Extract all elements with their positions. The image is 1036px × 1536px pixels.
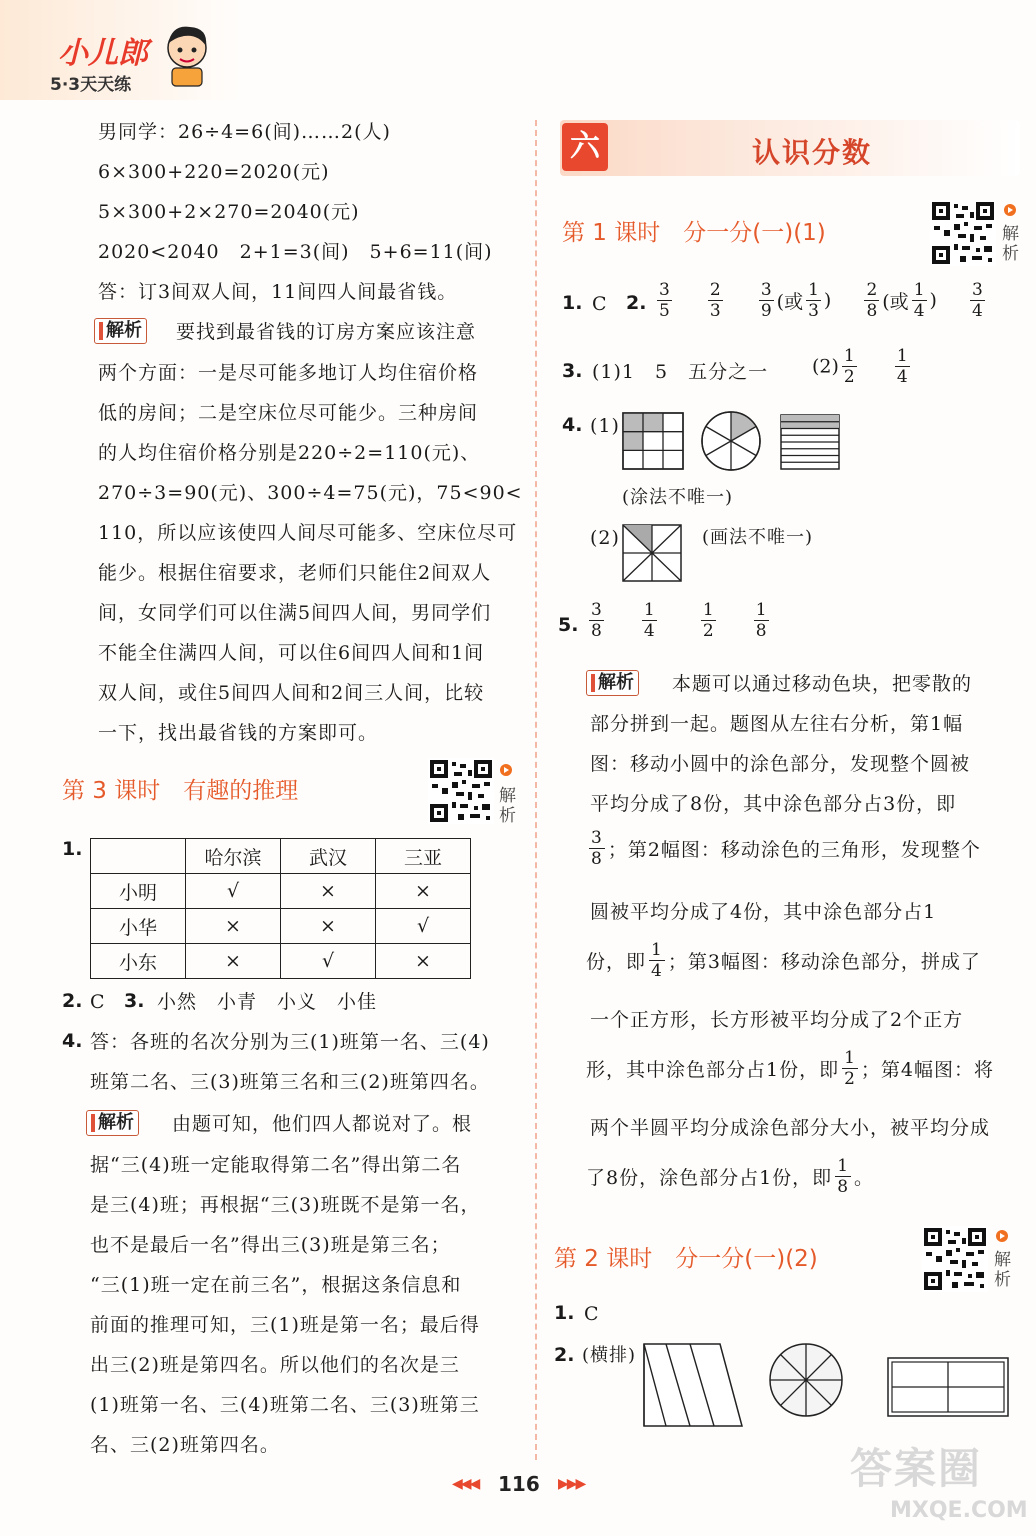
analysis-line: 一个正方形，长方形被平均分成了2个正方 (590, 1009, 964, 1031)
fraction: $\frac{2}{3}$ (709, 280, 721, 321)
analysis-line: 是三(4)班；再根据“三(3)班既不是第一名， (90, 1194, 481, 1216)
analysis-line: 出三(2)班是第四名。所以他们的名次是三 (90, 1354, 460, 1376)
analysis-tag: 解析 (94, 318, 147, 344)
answer-text: 小然 小青 小义 小佳 (157, 991, 378, 1013)
table-row (91, 909, 471, 944)
jiexi-label: 解析 (1002, 224, 1019, 264)
sub-label: (2) (590, 527, 620, 549)
question-number: 3. (562, 360, 583, 382)
analysis-line: “三(1)班一定在前三名”，根据这条信息和 (90, 1274, 462, 1296)
alt-suffix: ) (823, 289, 832, 312)
answer-line: 答：各班的名次分别为三(1)班第一名、三(4) (90, 1031, 490, 1053)
answer-text: (横排) (582, 1345, 637, 1366)
logo-subtitle: 5·3天天练 (50, 75, 132, 95)
table-row (91, 874, 471, 909)
fraction: $\frac{1}{2}$ (702, 600, 714, 641)
alt-prefix: (或 (882, 291, 909, 313)
qr-code-icon[interactable] (922, 1226, 988, 1292)
q2-fractions (654, 280, 988, 321)
analysis-text: 。 (854, 1167, 875, 1189)
table-header: 三亚 (376, 839, 471, 874)
table-cell: 小东 (91, 944, 186, 979)
rectangle-divided-figure (886, 1356, 1010, 1418)
analysis-line: 本题可以通过移动色块，把零散的 (672, 673, 973, 695)
analysis-line: 图：移动小圆中的涂色部分，发现整个圆被 (590, 753, 971, 775)
table-cell: √ (186, 874, 281, 909)
question-number: 4. (562, 414, 583, 436)
unit-badge: 六 (562, 123, 608, 171)
question-number: 5. (558, 614, 579, 636)
answer-line: 班第二名、三(3)班第三名和三(2)班第四名。 (90, 1071, 490, 1093)
lesson-3-title: 第 3 课时 有趣的推理 (62, 778, 299, 804)
analysis-line: 由题可知，他们四人都说对了。根 (172, 1113, 473, 1135)
analysis-line: 双人间，或住5间四人间和2间三人间，比较 (98, 682, 485, 704)
grid-shaded-figure (622, 412, 684, 470)
analysis-line: 能少。根据住宿要求，老师们只能住2间双人 (98, 562, 492, 584)
watermark: 答案圈 (850, 1444, 983, 1493)
next-page-arrows-icon[interactable]: ▶▶▶ (558, 1476, 585, 1492)
text-line: 男同学：26÷4=6(间)……2(人) (98, 121, 391, 143)
analysis-text: ；第3幅图：移动涂色部分，拼成了 (667, 951, 981, 973)
fraction: $\frac{1}{8}$ (837, 1156, 850, 1197)
play-arrow-icon (996, 1230, 1008, 1242)
table-header-row (91, 839, 471, 874)
fraction: $\frac{1}{4}$ (913, 280, 925, 321)
question-number: 1. (562, 292, 583, 314)
fraction: $\frac{3}{4}$ (972, 280, 983, 321)
fraction: $\frac{3}{9}$ (760, 280, 772, 321)
question-number: 1. (554, 1302, 575, 1324)
lesson-1-title: 第 1 课时 分一分(一)(1) (562, 220, 826, 246)
stripes-shaded-figure (780, 414, 840, 470)
alt-prefix: (或 (776, 291, 804, 313)
analysis-line: 两个半圆平均分成涂色部分大小，被平均分成 (590, 1117, 991, 1139)
logo-title: 小儿郎 (58, 36, 148, 71)
fraction: $\frac{1}{2}$ (843, 346, 855, 387)
text-line: 6×300+220=2020(元) (98, 161, 330, 183)
analysis-line: 部分拼到一起。题图从左往右分析，第1幅 (590, 713, 964, 735)
analysis-line: 也不是最后一名”得出三(3)班是第三名； (90, 1234, 451, 1256)
q3-fractions (812, 346, 913, 387)
question-number: 2. (62, 990, 83, 1012)
table-header: 哈尔滨 (186, 839, 281, 874)
boy-mascot-icon (162, 22, 212, 88)
analysis-line: (1)班第一名、三(4)班第二名、三(3)班第三 (90, 1394, 480, 1416)
analysis-line (586, 828, 981, 869)
analysis-line: 平均分成了8份，其中涂色部分占3份，即 (590, 793, 957, 815)
column-divider (535, 120, 537, 1460)
fraction: $\frac{3}{5}$ (659, 280, 670, 321)
analysis-line: 名、三(2)班第四名。 (90, 1434, 280, 1456)
text-line: 2020<2040 2+1=3(间) 5+6=11(间) (98, 241, 493, 263)
analysis-line: 圆被平均分成了4份，其中涂色部分占1 (590, 901, 937, 923)
fraction: $\frac{2}{8}$ (866, 280, 878, 321)
qr-code-icon[interactable] (428, 758, 494, 824)
fraction: $\frac{1}{4}$ (643, 600, 655, 641)
table-cell: × (186, 909, 281, 944)
lesson-2-title: 第 2 课时 分一分(一)(2) (554, 1246, 818, 1272)
analysis-line: 要找到最省钱的订房方案应该注意 (176, 321, 477, 343)
table-cell: 小明 (91, 874, 186, 909)
fraction: $\frac{1}{4}$ (651, 940, 663, 981)
circle-shaded-figure (700, 410, 762, 472)
analysis-text: 份，即 (586, 951, 647, 973)
answer-text: C (584, 1303, 600, 1325)
prev-page-arrows-icon[interactable]: ◀◀◀ (452, 1476, 479, 1492)
answer-text: C (90, 991, 106, 1013)
question-number: 2. (626, 292, 647, 314)
table-cell: √ (376, 909, 471, 944)
analysis-line: 一下，找出最省钱的方案即可。 (98, 722, 379, 744)
analysis-text: 了8份，涂色部分占1份，即 (586, 1167, 833, 1189)
table-cell: √ (281, 944, 376, 979)
fraction: $\frac{1}{4}$ (896, 346, 908, 387)
analysis-line: 低的房间；二是空床位尽可能少。三种房间 (98, 402, 479, 424)
analysis-line: 据“三(4)班一定能取得第二名”得出第二名 (90, 1154, 462, 1176)
table-header: 武汉 (281, 839, 376, 874)
table-cell: × (281, 909, 376, 944)
sub-label: (1) (590, 415, 620, 437)
fraction: $\frac{3}{8}$ (591, 600, 602, 641)
analysis-text: ；第4幅图：将 (860, 1059, 995, 1081)
note-text: (画法不唯一) (702, 527, 814, 548)
table-cell: × (186, 944, 281, 979)
analysis-tag: 解析 (86, 1110, 139, 1136)
fraction: $\frac{1}{8}$ (755, 600, 767, 641)
fraction: $\frac{3}{8}$ (591, 828, 603, 869)
analysis-text: ；第2幅图：移动涂色的三角形，发现整个 (607, 839, 981, 861)
answer-text: C (592, 293, 608, 315)
analysis-line (586, 1048, 994, 1089)
table-corner-cell (91, 839, 186, 874)
jiexi-label: 解析 (994, 1250, 1011, 1290)
play-arrow-icon (1004, 204, 1016, 216)
square-divided-figure (622, 524, 682, 582)
parallelogram-divided-figure (640, 1340, 746, 1430)
table-cell: 小华 (91, 909, 186, 944)
question-number: 3. (124, 990, 145, 1012)
question-number: 2. (554, 1344, 575, 1366)
analysis-line: 270÷3=90(元)、300÷4=75(元)，75<90< (98, 482, 523, 504)
play-arrow-icon (500, 764, 512, 776)
qr-code-icon[interactable] (930, 200, 996, 266)
page-number: 116 (498, 1472, 540, 1496)
unit-title: 认识分数 (752, 136, 873, 169)
answer-text: (1)1 5 五分之一 (592, 361, 769, 383)
q3-part2-label: (2) (812, 355, 839, 378)
analysis-line: 不能全住满四人间，可以住6间四人间和1间 (98, 642, 485, 664)
fraction: $\frac{1}{3}$ (808, 280, 819, 321)
reasoning-table (90, 838, 471, 979)
table-cell: × (281, 874, 376, 909)
table-cell: × (376, 944, 471, 979)
analysis-line (586, 1156, 874, 1197)
watermark-url: MXQE.COM (890, 1498, 1028, 1523)
analysis-text: 形，其中涂色部分占1份，即 (586, 1059, 840, 1081)
question-number: 4. (62, 1030, 83, 1052)
table-cell: × (376, 874, 471, 909)
jiexi-label: 解析 (499, 786, 516, 826)
fraction: $\frac{1}{2}$ (844, 1048, 856, 1089)
analysis-line: 的人均住宿价格分别是220÷2=110(元)、 (98, 442, 481, 464)
analysis-line: 前面的推理可知，三(1)班是第一名；最后得 (90, 1314, 480, 1336)
text-line: 5×300+2×270=2040(元) (98, 201, 360, 223)
note-text: (涂法不唯一) (622, 487, 734, 508)
analysis-line: 两个方面：一是尽可能多地订人均住宿价格 (98, 362, 479, 384)
question-number: 1. (62, 838, 83, 860)
analysis-line: 110，所以应该使四人间尽可能多、空床位尽可 (98, 522, 518, 544)
analysis-line (586, 940, 981, 981)
table-row (91, 944, 471, 979)
brand-logo (0, 0, 240, 100)
alt-suffix: ) (929, 289, 937, 312)
analysis-line: 间，女同学们可以住满5间四人间，男同学们 (98, 602, 492, 624)
q5-fractions (586, 600, 772, 641)
text-line: 答：订3间双人间，11间四人间最省钱。 (98, 281, 458, 303)
circle-divided-figure (768, 1342, 844, 1418)
analysis-tag: 解析 (586, 670, 639, 696)
